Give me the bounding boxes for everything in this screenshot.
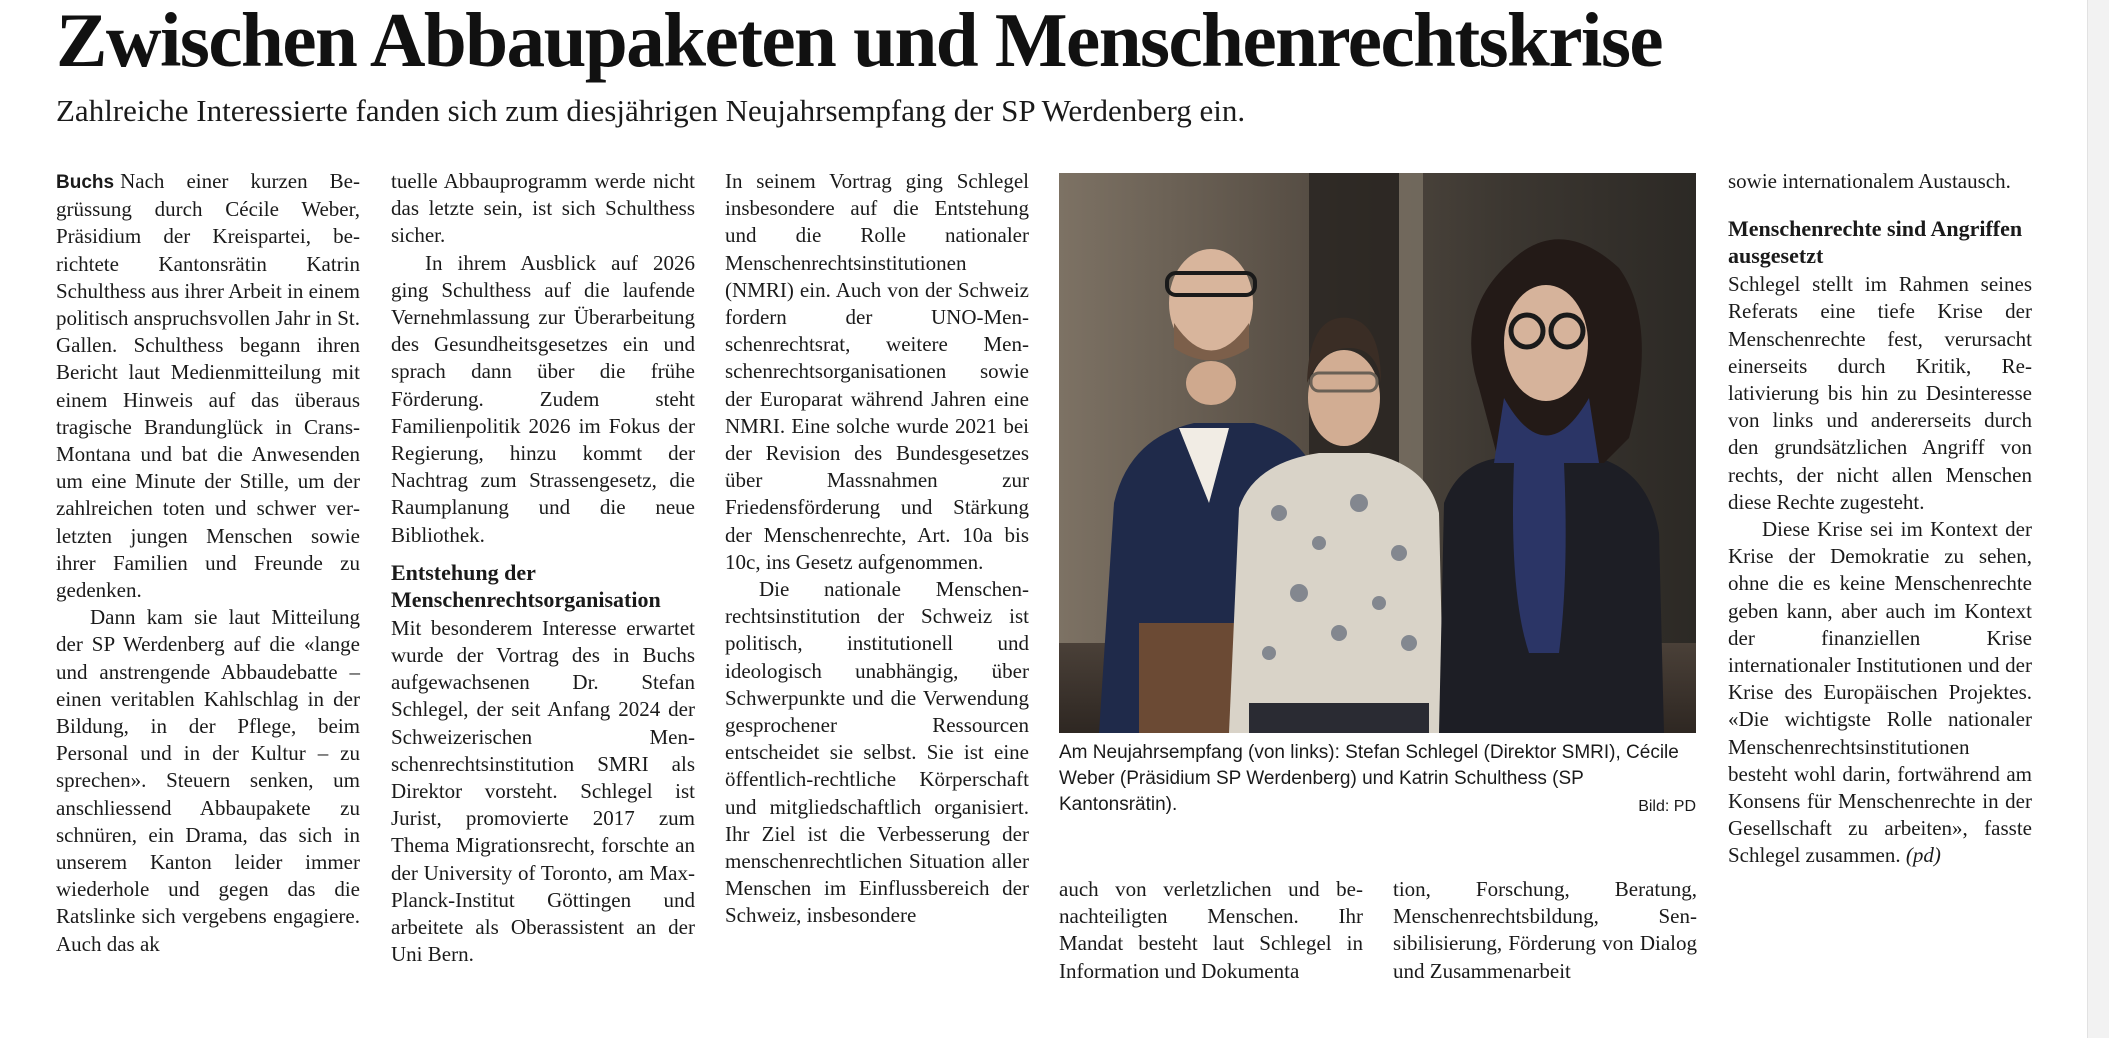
author-signature: (pd) xyxy=(1905,843,1941,868)
column-5 xyxy=(1393,876,1697,985)
dateline: Buchs xyxy=(56,172,115,193)
paragraph-text: Nach einer kurzen Begrüssung durch Cécile Weber, Präsidium der Kreispartei, berichtete Kantonsrätin Katrin Schulthess aus ihrer Arbeit in einem politisch anspruchsvollen Jahr in St. Gallen. Schulthess begann ihren Bericht laut Medienmitteilung mit einem Hinweis auf das überaus tragische Brandunglück in Crans-Montana und bat die Anwesenden um eine Minute der Stille, um der zahlreichen toten und schwer verletzten jungen Menschen sowie ihrer Familien und Freunde zu gedenken. xyxy=(56,169,360,603)
article-photo xyxy=(1059,173,1696,733)
column-1 xyxy=(56,168,360,958)
paragraph: tion, Forschung, Beratung, Menschenrechtsbildung, Sensibilisierung, Förderung von Dialog und Zusammenarbeit xyxy=(1393,877,1697,983)
paragraph: Mit besonderem Interesse erwartet wurde der Vortrag des in Buchs aufgewachsenen Dr. Stefan Schlegel, der seit Anfang 2024 der Schweizerischen Menschenrechtsinstitution SMRI als Direktor vorsteht. Schlegel ist Jurist, promovierte 2017 zum Thema Migrationsrecht, forschte an der University of Toronto, am Max-Planck-Institut Göttingen und arbeitete als Oberassistent an der Uni Bern. xyxy=(391,615,695,967)
paragraph: Die nationale Menschenrechtsinstitution der Schweiz ist politisch, institutionell und ideologisch unabhängig, über Schwerpunkte und die Verwendung gesprochener Ressourcen entscheidet sie selbst. Sie ist eine öffentlich-rechtliche Körperschaft und mitgliedschaftlich organisiert. Ihr Ziel ist die Verbesserung der menschenrechtlichen Situation aller Menschen im Einflussbereich der Schweiz, insbesondere xyxy=(725,577,1029,928)
photo-caption: Am Neujahrsempfang (von links): Stefan Schlegel (Direktor SMRI), Cécile Weber (Präsidium SP Werdenberg) und Katrin Schulthess (SP Kantonsrätin). xyxy=(1059,742,1679,815)
photo-credit: Bild: PD xyxy=(1638,798,1696,815)
section-heading: Entstehung der Menschenrechtsorganisation xyxy=(391,559,661,612)
paragraph: tuelle Abbauprogramm werde nicht das letzte sein, ist sich Schulthess sicher. xyxy=(391,169,695,248)
column-3 xyxy=(725,168,1029,930)
section-heading: Menschenrechte sind Angriffen ausgesetzt xyxy=(1728,216,2023,269)
column-6 xyxy=(1728,168,2032,870)
paragraph: Schlegel stellt im Rahmen seines Referats eine tiefe Krise der Menschenrechte fest, verursacht einerseits durch Kritik, Relativierung bis hin zu Desinteresse von links und andererseits durch den grundsätzlichen Angriff von rechts, der nicht allen Menschen diese Rechte zugesteht. xyxy=(1728,272,2032,514)
paragraph xyxy=(1728,516,2032,870)
paragraph: Dann kam sie laut Mitteilung der SP Werdenberg auf die «lange und anstrengende Abbaudebatte – einen veritablen Kahlschlag in der Bildung, in der Pflege, beim Personal und in der Kultur – zu sprechen». Steuern senken, um anschliessend Abbaupakete zu schnüren, ein Drama, das sich in unserem Kanton leider immer wiederhole und gegen das die Ratslinke sich vergebens engagiere. Auch das ak xyxy=(56,605,360,956)
paragraph xyxy=(56,168,360,604)
column-2 xyxy=(391,168,695,968)
paragraph: auch von verletzlichen und benachteiligten Menschen. Ihr Mandat besteht laut Schlegel in Information und Dokumenta xyxy=(1059,877,1363,983)
scrollbar[interactable] xyxy=(2087,0,2109,1038)
photo-illustration xyxy=(1059,173,1696,733)
subheadline: Zahlreiche Interessierte fanden sich zum diesjährigen Neujahrsempfang der SP Werdenberg ein. xyxy=(56,93,1246,128)
paragraph: In seinem Vortrag ging Schlegel insbesondere auf die Entstehung und die Rolle nationaler Menschenrechtsinstitutionen (NMRI) ein. Auch von der Schweiz fordern der UNO-Menschenrechtsrat, weitere Menschenrechtsorganisationen sowie der Europarat während Jahren eine NMRI. Eine solche wurde 2021 bei der Revision des Bundesgesetzes über Massnahmen zur Friedensförderung und Stärkung der Menschenrechte, Art. 10a bis 10c, ins Gesetz aufgenommen. xyxy=(725,169,1029,574)
paragraph: sowie internationalem Austausch. xyxy=(1728,169,2011,193)
paragraph: In ihrem Ausblick auf 2026 ging Schulthess auf die laufende Vernehmlassung zur Überarbeitung des Gesundheitsgesetzes ein und sprach dann über die frühe Förderung. Zudem steht Familienpolitik 2026 im Fokus der Regierung, hinzu kommt der Nachtrag zum Strassengesetz, die Raumplanung und die neue Bibliothek. xyxy=(391,250,695,547)
column-4 xyxy=(1059,876,1363,985)
headline: Zwischen Abbaupaketen und Menschenrechtskrise xyxy=(56,0,1663,83)
paragraph-text: Diese Krise sei im Kontext der Krise der Demokratie zu sehen, ohne die es keine Menschenrechte geben kann, aber auch im Kontext der finanziellen Krise internationaler Institutionen und der Krise des Europäischen Projektes. «Die wichtigste Rolle nationaler Menschenrechtsinstitutionen besteht wohl darin, fortwährend am Konsens für Menschenrechte in der Gesellschaft zu arbeiten», fasste Schlegel zusammen. xyxy=(1728,517,2032,868)
